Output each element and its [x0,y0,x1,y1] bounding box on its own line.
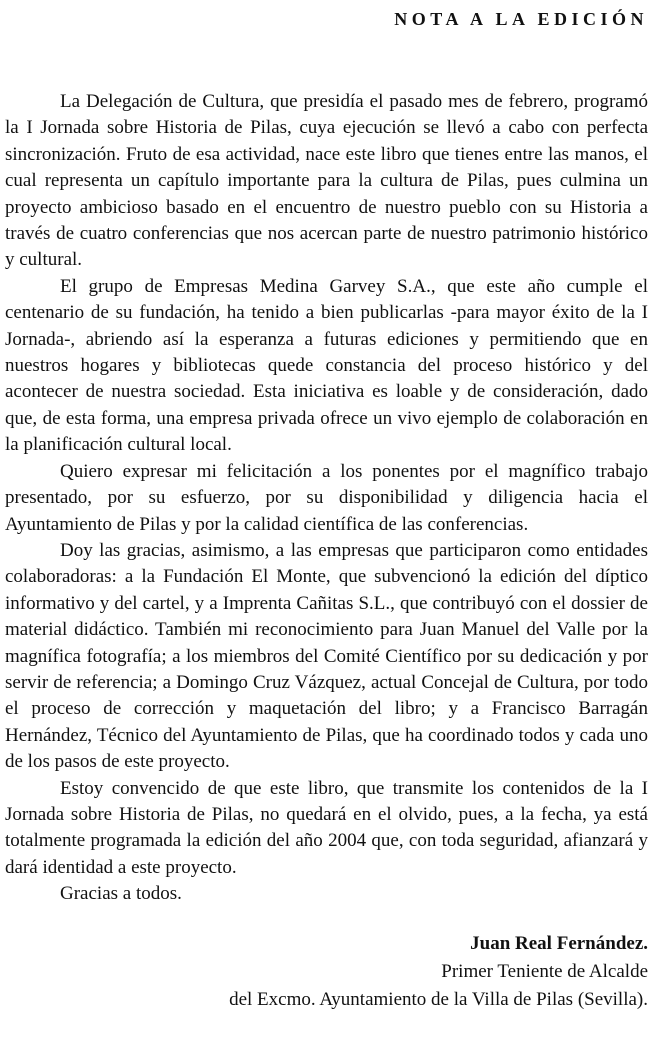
paragraph: El grupo de Empresas Medina Garvey S.A., que este año cumple el centenario de su fundación, ha tenido a bien publicarlas -para mayor éxito de la I Jornada-, abriendo así la esperanza a futuras ediciones y permitiendo que en nuestros hogares y bibliotecas quede constancia del proceso histórico y del acontecer de nuestra sociedad. Esta iniciativa es loable y de consideración, dado que, de esta forma, una empresa privada ofrece un vivo ejemplo de colaboración en la planificación cultural local. [5,275,648,456]
paragraph: Gracias a todos. [60,883,182,905]
body-text [5,89,648,908]
signature-role: Primer Teniente de Alcalde [441,961,648,982]
signature-block [229,930,648,1014]
paragraph: Estoy convencido de que este libro, que transmite los contenidos de la I Jornada sobre Historia de Pilas, no quedará en el olvido, pues, a la fecha, ya está totalmente programada la edición del año 2004 que, con toda seguridad, afianzará y dará identidad a este proyecto. [5,777,648,878]
paragraph: Quiero expresar mi felicitación a los ponentes por el magnífico trabajo presentado, por su esfuerzo, por su disponibilidad y diligencia hacia el Ayuntamiento de Pilas y por la calidad científica de las conferencias. [5,460,648,535]
document-page [5,0,648,1040]
page-title: NOTA A LA EDICIÓN [394,9,648,29]
paragraph: Doy las gracias, asimismo, a las empresas que participaron como entidades colaboradoras: a la Fundación El Monte, que subvencionó la edición del díptico informativo y del cartel, y a Imprenta Cañitas S.L., que contribuyó con el dossier de material didáctico. También mi reconocimiento para Juan Manuel del Valle por la magnífica fotografía; a los miembros del Comité Científico por su dedicación y por servir de referencia; a Domingo Cruz Vázquez, actual Concejal de Cultura, por todo el proceso de corrección y maquetación del libro; y a Francisco Barragán Hernández, Técnico del Ayuntamiento de Pilas, que ha coordinado todos y cada uno de los pasos de este proyecto. [5,539,648,773]
signature-name: Juan Real Fernández. [470,933,648,954]
signature-institution: del Excmo. Ayuntamiento de la Villa de Pilas (Sevilla). [229,989,648,1010]
paragraph: La Delegación de Cultura, que presidía el pasado mes de febrero, programó la I Jornada sobre Historia de Pilas, cuya ejecución se llevó a cabo con perfecta sincronización. Fruto de esa actividad, nace este libro que tienes entre las manos, el cual representa un capítulo importante para la cultura de Pilas, pues culmina un proyecto ambicioso basado en el encuentro de nuestro pueblo con su Historia a través de cuatro conferencias que nos acercan parte de nuestro patrimonio histórico y cultural. [5,91,648,271]
